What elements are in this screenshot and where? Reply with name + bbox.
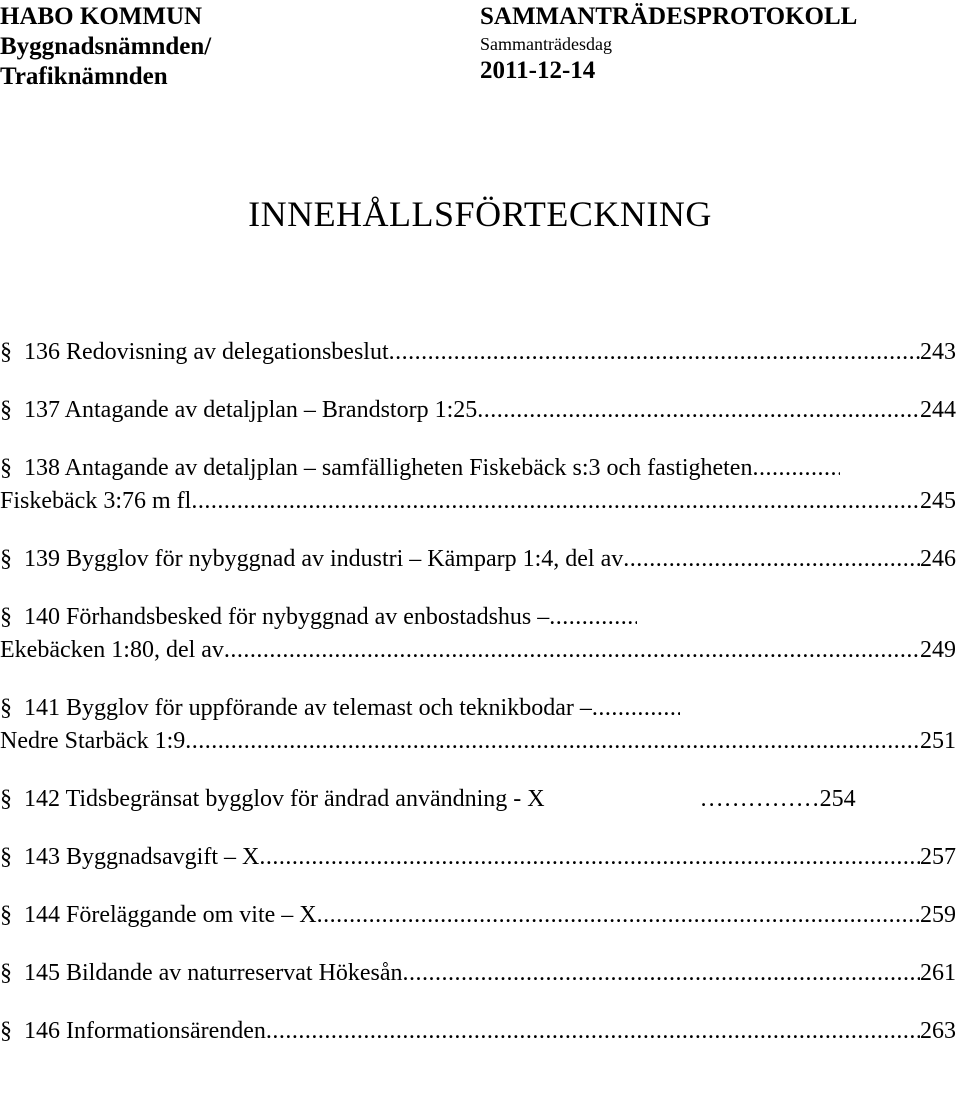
toc-line	[0, 634, 956, 667]
toc-leader	[224, 634, 920, 667]
toc-entry-title: 141 Bygglov för uppförande av telemast och teknikbodar –	[24, 695, 592, 721]
section-symbol: §	[0, 339, 12, 365]
toc-entry	[0, 783, 956, 816]
toc-page-number: 251	[920, 728, 956, 754]
toc-entry	[0, 841, 956, 874]
toc-entry	[0, 452, 956, 518]
toc-page-number: 245	[920, 488, 956, 514]
toc-page-number: 249	[920, 637, 956, 663]
toc-page-number: 263	[920, 1018, 956, 1044]
toc-entry	[0, 336, 956, 369]
toc-entry-title: Nedre Starbäck 1:9	[0, 728, 186, 754]
toc-leader	[752, 452, 840, 485]
toc-line	[0, 783, 956, 816]
toc-entry-title: 136 Redovisning av delegationsbeslut	[24, 339, 389, 365]
toc-leader	[477, 394, 920, 427]
department-line-1: Byggnadsnämnden/	[0, 33, 212, 60]
section-symbol: §	[0, 455, 12, 481]
document-type: SAMMANTRÄDESPROTOKOLL	[480, 3, 858, 30]
toc-entry-title: 137 Antagande av detaljplan – Brandstorp 1:25	[24, 397, 478, 423]
toc-line	[0, 452, 956, 485]
toc-line	[0, 485, 956, 518]
date-label: Sammanträdesdag	[480, 34, 612, 54]
toc-entry-title: 139 Bygglov för nybyggnad av industri – Kämparp 1:4, del av	[24, 546, 624, 572]
header-left	[0, 2, 211, 92]
toc-line	[0, 394, 956, 427]
toc-entry-title: 142 Tidsbegränsat bygglov för ändrad användning - X	[24, 786, 545, 812]
toc-line	[0, 899, 956, 932]
toc-leader	[549, 601, 637, 634]
toc-entry-title: Fiskebäck 3:76 m fl	[0, 488, 192, 514]
toc-entry-title: Ekebäcken 1:80, del av	[0, 637, 224, 663]
toc-leader	[266, 1015, 920, 1048]
toc-leader	[389, 336, 920, 369]
toc-entry	[0, 957, 956, 990]
section-symbol: §	[0, 902, 12, 928]
toc-page-number: 246	[920, 546, 956, 572]
toc-entry-title: 143 Byggnadsavgift – X	[24, 844, 260, 870]
toc-line	[0, 336, 956, 369]
section-symbol: §	[0, 695, 12, 721]
toc-leader	[623, 543, 920, 576]
table-of-contents	[0, 336, 956, 1073]
meeting-date: 2011-12-14	[480, 57, 596, 84]
toc-entry-title: 138 Antagande av detaljplan – samfälligheten Fiskebäck s:3 och fastigheten	[24, 455, 753, 481]
toc-page-number: 243	[920, 339, 956, 365]
toc-entry	[0, 543, 956, 576]
toc-page-number: 257	[920, 844, 956, 870]
toc-page-number: 259	[920, 902, 956, 928]
toc-leader	[403, 957, 920, 990]
toc-line	[0, 543, 956, 576]
section-symbol: §	[0, 397, 12, 423]
toc-leader	[185, 725, 920, 758]
toc-entry	[0, 692, 956, 758]
section-symbol: §	[0, 604, 12, 630]
toc-line	[0, 692, 956, 725]
org-name: HABO KOMMUN	[0, 3, 203, 30]
section-symbol: §	[0, 1018, 12, 1044]
toc-entry	[0, 899, 956, 932]
header-right	[480, 2, 857, 86]
section-symbol: §	[0, 546, 12, 572]
toc-entry-title: 140 Förhandsbesked för nybyggnad av enbostadshus –	[24, 604, 550, 630]
toc-line	[0, 841, 956, 874]
toc-leader	[191, 485, 920, 518]
toc-line	[0, 1015, 956, 1048]
toc-entry	[0, 394, 956, 427]
toc-entry	[0, 601, 956, 667]
section-symbol: §	[0, 844, 12, 870]
toc-line	[0, 725, 956, 758]
toc-leader: ……………	[699, 786, 820, 812]
toc-page-number: 261	[920, 960, 956, 986]
toc-entry-title: 146 Informationsärenden	[24, 1018, 266, 1044]
toc-leader	[592, 692, 680, 725]
toc-page-number: 254	[819, 786, 856, 812]
toc-line	[0, 957, 956, 990]
toc-entry-title: 144 Föreläggande om vite – X	[24, 902, 317, 928]
section-symbol: §	[0, 786, 12, 812]
toc-page-number: 244	[920, 397, 956, 423]
toc-leader	[259, 841, 920, 874]
toc-entry-title: 145 Bildande av naturreservat Hökesån	[24, 960, 403, 986]
department-line-2: Trafiknämnden	[0, 63, 168, 90]
page-title: INNEHÅLLSFÖRTECKNING	[248, 194, 712, 234]
toc-entry	[0, 1015, 956, 1048]
toc-leader	[317, 899, 920, 932]
toc-line	[0, 601, 956, 634]
section-symbol: §	[0, 960, 12, 986]
